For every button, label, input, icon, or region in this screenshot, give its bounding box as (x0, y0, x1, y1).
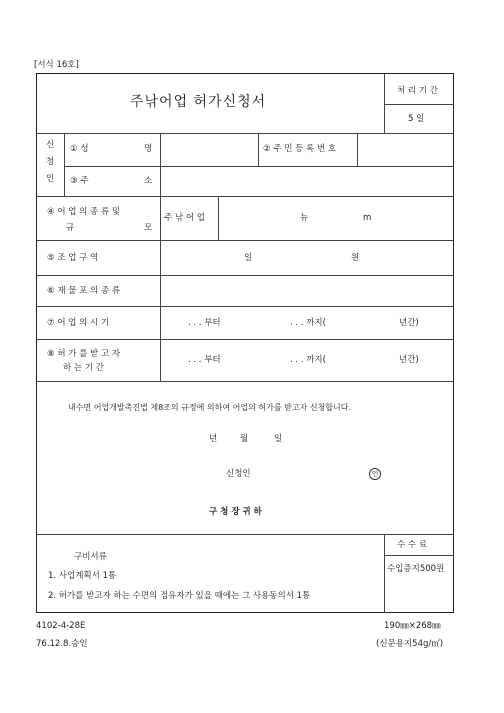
fishery-label-line1: ④ 어 업 의 종 류 및 (47, 207, 121, 217)
row-line-4 (37, 240, 453, 241)
applicant-label-3: 인 (46, 174, 55, 184)
address-label: ③ 주 (70, 176, 89, 186)
row-line-3 (37, 196, 453, 197)
footer-size: 190㎜×268㎜ (384, 621, 441, 631)
address-label-end: 소 (144, 176, 153, 186)
addressee: 구 청 장 귀 하 (209, 507, 262, 517)
meter-unit: m (363, 213, 372, 223)
fishing-period-label: ⑦ 어 업 의 시 기 (47, 318, 110, 328)
fishing-period-from: . . . 부터 (188, 318, 221, 328)
seal-mark: 인 (369, 468, 381, 480)
license-period-years: 년간) (399, 355, 419, 365)
footer-approval: 76.12.8.승인 (36, 639, 88, 649)
area-unit-1: 일 (244, 253, 253, 263)
row-line-8 (37, 381, 453, 382)
row-line-9 (37, 534, 453, 535)
name-label: ① 성 (70, 144, 89, 154)
fishery-type: 주 낚 어 업 (164, 213, 205, 223)
fishing-period-years: 년간) (399, 318, 419, 328)
license-period-label-1: ⑧ 허 가 를 받 고 자 (47, 349, 121, 359)
date-day: 일 (274, 434, 283, 444)
processing-value: 5 일 (408, 114, 425, 124)
documents-title: 구비서류 (74, 552, 107, 562)
document-item-1: 1. 사업계획서 1통 (48, 571, 117, 581)
form-title: 주낚어업 허가신청서 (130, 94, 267, 110)
regno-value-line (357, 133, 358, 166)
bait-field[interactable] (162, 277, 452, 304)
declaration-text: 내수면 어업개발촉진법 제8조의 규정에 의하여 어업의 허가를 받고자 신청합니다. (68, 403, 351, 412)
row-line-5 (37, 275, 453, 276)
fishery-label-line2a: 규 (66, 223, 75, 233)
applicant-sign-label: 신청인 (226, 469, 251, 479)
applicant-label-1: 신 (46, 140, 55, 150)
row-line-6 (37, 306, 453, 307)
footer-code: 4102-4-28E (36, 621, 86, 631)
regno-label: ② 주 민 등 록 번 호 (263, 144, 337, 154)
processing-label: 처 리 기 간 (397, 86, 438, 96)
fee-col-line (384, 534, 385, 613)
area-label: ⑤ 조 업 구 역 (47, 253, 99, 263)
document-item-2: 2. 허가를 받고자 하는 수면의 점유자가 있을 때에는 그 사용동의서 1통 (48, 591, 311, 601)
area-unit-2: 원 (351, 253, 360, 263)
processing-divider (384, 104, 454, 105)
regno-field[interactable] (359, 135, 452, 164)
address-field[interactable] (162, 168, 452, 194)
bait-label: ⑥ 재 물 포 의 종 류 (47, 286, 121, 296)
fee-divider (384, 555, 454, 556)
footer-paper: (신문용지54g/㎡) (376, 639, 444, 649)
name-regno-line (258, 133, 259, 166)
applicant-label-2: 청 (46, 157, 55, 167)
license-period-from: . . . 부터 (188, 355, 221, 365)
license-period-label-2: 하 는 기 간 (63, 363, 104, 373)
label-col-line (160, 133, 161, 381)
fishery-type-line (218, 196, 219, 240)
date-month: 월 (240, 434, 249, 444)
fee-label: 수 수 료 (397, 540, 428, 550)
license-period-to: . . . 까지( (290, 355, 326, 365)
date-year: 년 (209, 434, 218, 444)
row-line-1 (37, 133, 453, 134)
boat-unit: 뉴 (300, 213, 309, 223)
form-number: [서식 16호] (34, 60, 79, 70)
row-line-2 (64, 166, 453, 167)
row-line-7 (37, 339, 453, 340)
name-field[interactable] (162, 135, 256, 164)
fee-value: 수입증지500원 (387, 564, 445, 574)
applicant-col-line (64, 133, 65, 196)
name-label-end: 명 (144, 144, 153, 154)
fishing-period-to: . . . 까지( (290, 318, 326, 328)
fishery-label-line2b: 모 (144, 223, 153, 233)
